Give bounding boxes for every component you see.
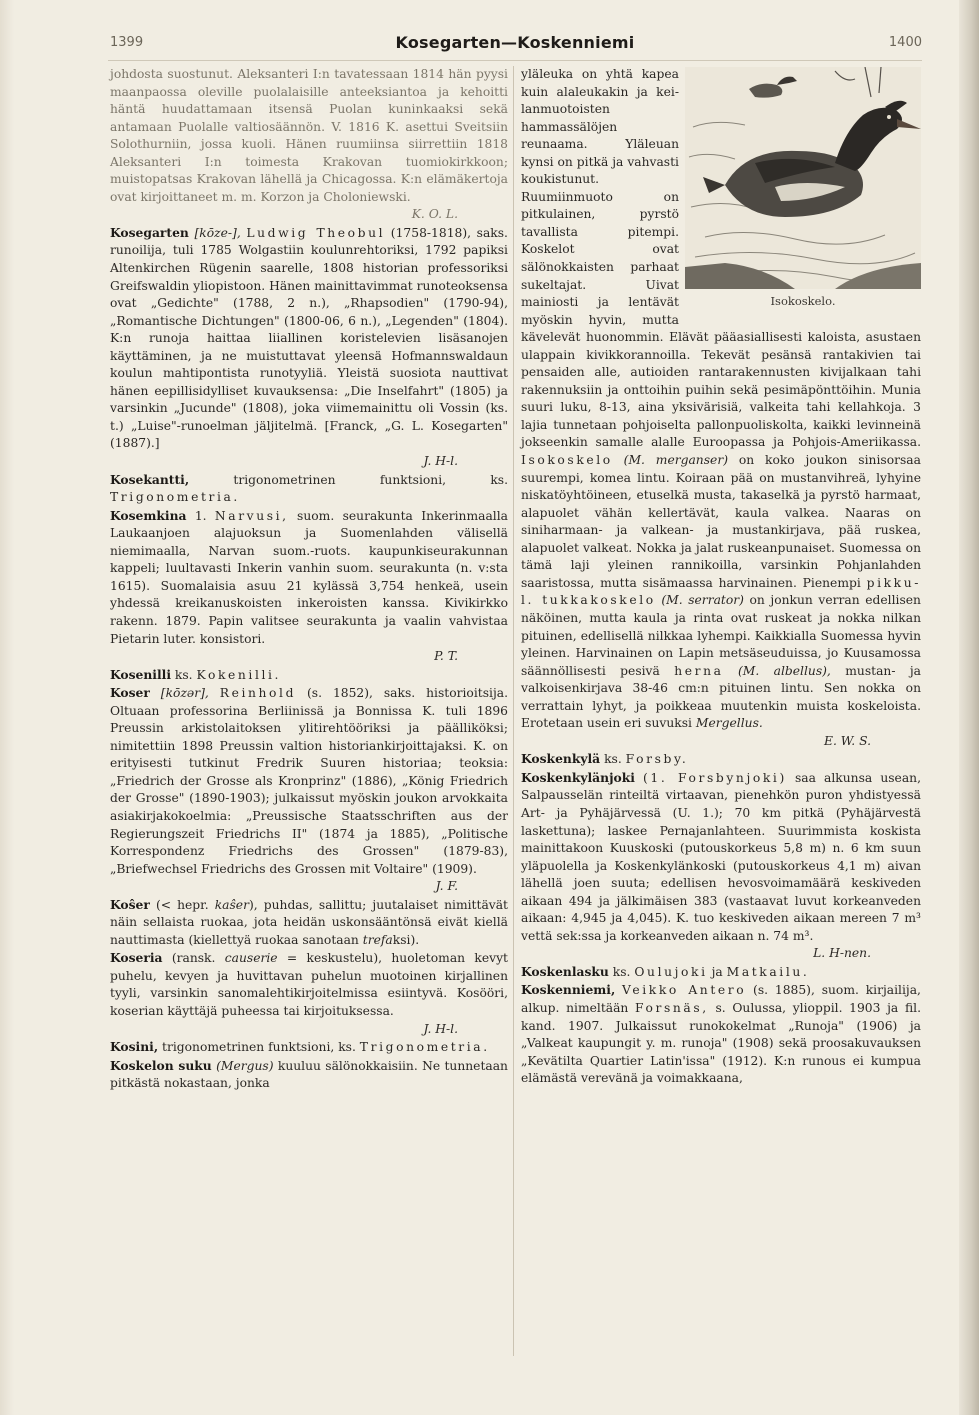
right-column: [521, 66, 921, 1088]
entry-kosini: [110, 1038, 508, 1057]
bird-icon: [685, 67, 921, 289]
cross-reference: Oulujoki: [634, 964, 708, 979]
page-header: [108, 33, 922, 57]
latin-name: (Mergus): [216, 1058, 274, 1073]
cross-reference: Trigonometria.: [110, 490, 240, 505]
entry-headword: Koŝer: [110, 896, 150, 912]
entry-text: mustan- ja valkoisenkirjava 38-46 cm:n pituinen lintu. Sen nokka on verrattain lyhyt, ja poikkeaa muutenkin muista koskeloista. Erotetaan usein eri suvuksi: [521, 663, 921, 731]
entry-text: (s. 1885), suom. kirjailija, alkup. nimeltään: [521, 983, 921, 1015]
alt-name: (1. Forsbynjoki): [643, 770, 787, 785]
entry-text: trigonometrinen funktsioni, ks.: [162, 1040, 356, 1055]
left-column: [110, 66, 508, 1093]
entry-text: ja: [711, 964, 723, 979]
running-title: Kosegarten—Koskenniemi: [395, 33, 635, 52]
page-edge: [959, 0, 979, 1415]
header-rule: [108, 60, 922, 61]
entry-headword: Koskenkylä: [521, 751, 601, 767]
entry-text: kuuluu sälönokkaisiin. Ne tunnetaan pitkästä nokastaan, jonka: [110, 1058, 508, 1091]
entry-koser-kosher: [110, 896, 508, 950]
entry-text: ksi).: [392, 932, 420, 947]
entry-text: (< hepr.: [155, 897, 209, 912]
entry-text: (s. 1852), saks. historioitsija. Oltuaan professorina Berliinissä ja Bonnissa K. tuli 1896 Preussin arkistolaitoksen ylitirehtööriksi ja päälliköksi; nimitettiin 1898 Preussin valtion historiankirjoittajaksi. K. on erityisesti tutkinut Fredrik Suuren historiaa; teoksia: „Friedrich der Grosse als Kronprinz" (1886), „König Friedrich der Grosse" (1890-1903); julkaissut myöskin joukon arvokkaita asiakirjakokoelmia: „Preussische Staatsschriften aus der Regierungszeit Friedrichs II" (1874 ja 1885), „Politische Korrespondenz Friedrichs des Grossen" (1879-83), „Briefwechsel Friedrichs des Grossen mit Voltaire" (1909).: [110, 686, 508, 876]
entry-headword: Kosekantti,: [110, 471, 190, 487]
entry-headword: Koskenniemi,: [521, 982, 616, 998]
goosander-illustration: [685, 67, 921, 325]
cross-reference: Trigonometria.: [359, 1040, 490, 1055]
entry-text: (1758-1818), saks. runoilija, tuli 1785 Wolgastiin koulunrehtoriksi, 1792 papiksi Altenkirchen Rügenin saarelle, 1808 historian professoriksi Greifswaldin yliopistoon. Hänen mainittavimmat runoteoksensa ovat „Gedichte" (1788, 2 n.), „Rhapsodien" (1790-94), „Romantische Dichtungen" (1800-06, 6 n.), „Legenden" (1804). K:n runoja haittaa liiallinen koristelevien lisäsanojen käyttäminen, ja ne muistuttavat yleensä Hofmannswaldaun koulun mahtipontista runotyyliä. Yleistä suosiota nauttivat hänen eepillisidylliset kuvauksensa: „Die Inselfahrt" (1805) ja varsinkin „Jucunde" (1808), joka viimemainittu oli Vossin (ks. t.) „Luise"-runoelman jäljitelmä. [Franck, „G. L. Kosegarten" (1887).]: [110, 225, 508, 451]
entry-headword: Koskelon suku: [110, 1057, 212, 1073]
pronunciation: [kōze-],: [194, 225, 241, 240]
cross-reference: Kokenilli.: [196, 667, 282, 682]
entry-text: ), puhdas, sallittu; juutalaiset nimittävät näin sellaista ruokaa, jota heidän uskonsääntönsä eivät kiellä nauttimasta (kiellettyä ruokaa sanotaan: [110, 897, 508, 947]
entry-kosenilli: [110, 666, 508, 685]
person-name: Ludwig Theobul: [246, 225, 386, 240]
cross-reference: Forsby.: [625, 752, 689, 767]
entry-signature: J. H-l.: [423, 1021, 458, 1036]
entry-koskelon-suku: [110, 1057, 508, 1093]
species-name: Isokoskelo: [521, 453, 613, 468]
entry-text: suom. seurakunta Inkerinmaalla Laukaanjoen alajuoksun ja Suomenlahden välisellä niemimaalla, Narvan suom.-ruots. kaupunkiseurakunnan kappeli; luultavasti Inkerin vanhin suom. seurakunta (n. v:sta 1615). Suomalaisia asuu 21 kylässä 3,754 henkeä, usein yhdessä kreikanuskoisten inkeroisten kanssa. Kivikirkko rakenn. 1879. Papin valitsee seurakunta ja vaalin vahvistaa Pietarin luter. konsistori.: [110, 508, 508, 646]
etymology-word: trefa: [362, 932, 393, 947]
entry-text: ks.: [612, 964, 631, 979]
entry-text: (ransk.: [171, 951, 216, 966]
entry-text: saa alkunsa usean, Salpausselän rinteiltä virtaavan, pienehkön puron yhdistyessä Art- ja Pyhäjärvessä (U. 1.); 70 km pitkä (Pyhäjärvestä laskettuna); laskee Pernajanlahteen. Suurimmista koskista mainittakoon Kuuskoski (putouskorkeus 5,8 m) n. 6 km suun yläpuolella ja Koskenkylänkoski (putouskorkeus 4,1 m) aivan lähellä joen suuta; edellisen hevosvoimamäärä keskiveden aikaan 494 ja jälkimäisen 383 (vastaavat luvut korkeanveden aikaan: 4,945 ja 4,045). K. tuo keskiveden aikaan mereen 7 m³ vettä sek:ssa ja korkeanveden aikaan n. 74 m³.: [521, 770, 921, 943]
entry-text: on koko joukon sinisorsaa suurempi, komea lintu. Koiraan pää on mustanvihreä, lyhyine niskatöyhtöineen, etuselkä musta, takaselkä ja pyrstö harmaat, alapuolet vähän kellertävät, kaula valkea. Naaras on siniharmaan- ja valkean- ja mustankirjava, pää ruskea, alapuolet valkeat. Nokka ja jalat ruskeanpunaiset. Suomessa on tämä laji yleinen rannikoilla, varsinkin Pohjanlahden saaristossa, mutta sisämaassa harvinainen. Pienempi: [521, 453, 921, 590]
entry-koskenkylanjoki: [521, 769, 921, 963]
entry-koskenniemi: [521, 981, 921, 1087]
etymology-word: causerie: [224, 951, 278, 966]
original-surname: Forsnäs,: [635, 1000, 709, 1015]
entry-signature: J. H-l.: [423, 454, 458, 469]
latin-name: (M. serrator): [661, 593, 744, 608]
page-number-left: 1399: [110, 35, 144, 50]
person-name: Reinhold: [219, 686, 297, 701]
entry-text: = keskustelu), huoletoman kevyt puhelu, kevyen ja huvittavan puhelun muotoinen kirjallinen tyyli, varsinkin sanomalehtikirjoitelmissa esiintyvä. Kosööri, koserian käyttäjä puheessa tai kirjoituksessa.: [110, 951, 508, 1018]
column-divider: [513, 66, 514, 1356]
entry-signature: L. H-nen.: [813, 946, 871, 961]
entry-text: johdosta suostunut. Aleksanteri I:n tavatessaan 1814 hän pyysi maanpaossa oleville puolalaisille anteeksiantoa ja kehoitti häntä huudattamaan itsensä Puolan kuninkaaksi sekä antamaan Puolalle valtiosäännön. V. 1816 K. asettui Sveitsiin Solothurniin, jossa kuoli. Hänen ruumiinsa siirrettiin 1818 Aleksanteri I:n toimesta Krakovan tuomiokirkkoon; muistopatsas Krakovan lähellä ja Chicagossa. K:n elämäkertoja ovat kirjoittaneet m. m. Korzon ja Choloniewski.: [110, 67, 508, 204]
entry-headword: Kosenilli: [110, 666, 171, 682]
entry-text: ks.: [604, 752, 622, 767]
entry-signature: P. T.: [434, 649, 458, 664]
entry-signature: J. F.: [435, 879, 458, 894]
entry-signature: E. W. S.: [824, 733, 871, 748]
entry-headword: Koseria: [110, 950, 163, 966]
entry-signature: K. O. L.: [411, 207, 458, 222]
entry-continuation: [110, 66, 508, 224]
entry-headword: Koser: [110, 685, 150, 701]
latin-name: (M. merganser): [623, 453, 728, 468]
cross-reference: Matkailu.: [726, 964, 810, 979]
person-name: Veikko Antero: [622, 983, 747, 998]
entry-text: ks.: [174, 667, 193, 682]
entry-headword: Kosini,: [110, 1039, 159, 1055]
page-shadow: [0, 0, 14, 1415]
entry-number: 1.: [194, 508, 207, 523]
species-name: herna: [674, 663, 724, 678]
entry-koskenlasku: [521, 963, 921, 982]
entry-headword: Koskenkylänjoki: [521, 769, 635, 785]
etymology-word: kaŝer: [214, 897, 249, 912]
entry-text: on jonkun verran edellisen näköinen, mutta kaula ja rinta ovat ruskeat ja nokka nilkan pituinen, edellisellä nilkkaa lyhempi. Kaikkialla Suomessa hyvin yleinen. Harvinainen on Lapin metsäseuduissa, jo Kuusamossa säännöllisesti pesivä: [521, 593, 921, 678]
latin-name: (M. albellus),: [737, 663, 831, 678]
page-number-right: 1400: [888, 35, 922, 50]
entry-kosekantti: [110, 471, 508, 507]
entry-kosemkina: [110, 507, 508, 666]
figure-caption: Isokoskelo.: [770, 294, 836, 308]
entry-headword: Koskenlasku: [521, 963, 609, 979]
entry-koskenkyla: [521, 750, 921, 769]
entry-headword: Kosemkina: [110, 507, 187, 523]
entry-text: yläleuka on yhtä kapea kuin alaleukakin ja keilanmuotoisten hammassälöjen reunaama. Yläleuan kynsi on pitkä ja vahvasti koukistunut. Ruumiinmuoto on pitkulainen, pyrstö tavallista pitempi. Koskelot ovat sälönokkaisten parhaat sukeltajat. Uivat mainiosti ja lentävät myöskin hyvin, mutta kävelevät huonommin. Elävät pääasiallisesti kaloista, asustaen ulappain kivikkorannoilla. Tekevät pesänsä rantakivien tai pensaiden alle, autioiden rantarakennusten kivijalkaan tahi rakennuksiin ja onttoihin puihin sekä pesimäpönttöihin. Munia suuri luku, 8-13, aina yksivärisiä, valkeita tahi kellahkoja. 3 lajia tunnetaan pohjoiselta pallonpuoliskolta, kaikki levinneinä jokseenkin samalle alalle Euroopassa ja Pohjois-Ameriikassa.: [521, 67, 921, 450]
entry-text: trigonometrinen funktsioni, ks.: [233, 472, 508, 487]
entry-text: s. Oulussa, ylioppil. 1903 ja fil. kand. 1907. Julkaissut runokokelmat „Runoja" (1906) ja „Valkeat kaupungit y. m. runoja" (1908) sekä proosakuvauksen „Kevätilta Quartier Latin'issa" (1912). K:n runous ei kumpua elämästä verevänä ja voimakkaana,: [521, 1000, 921, 1086]
entry-headword: Kosegarten: [110, 224, 189, 240]
entry-koseria: [110, 949, 508, 1038]
alt-name: Narvusi,: [214, 508, 289, 523]
species-name: pikku- l. tukkakoskelo: [521, 575, 921, 608]
pronunciation: [kōzər],: [160, 686, 209, 701]
entry-koser: [110, 684, 508, 896]
entry-kosegarten: [110, 224, 508, 471]
genus-name: Mergellus.: [695, 716, 763, 731]
